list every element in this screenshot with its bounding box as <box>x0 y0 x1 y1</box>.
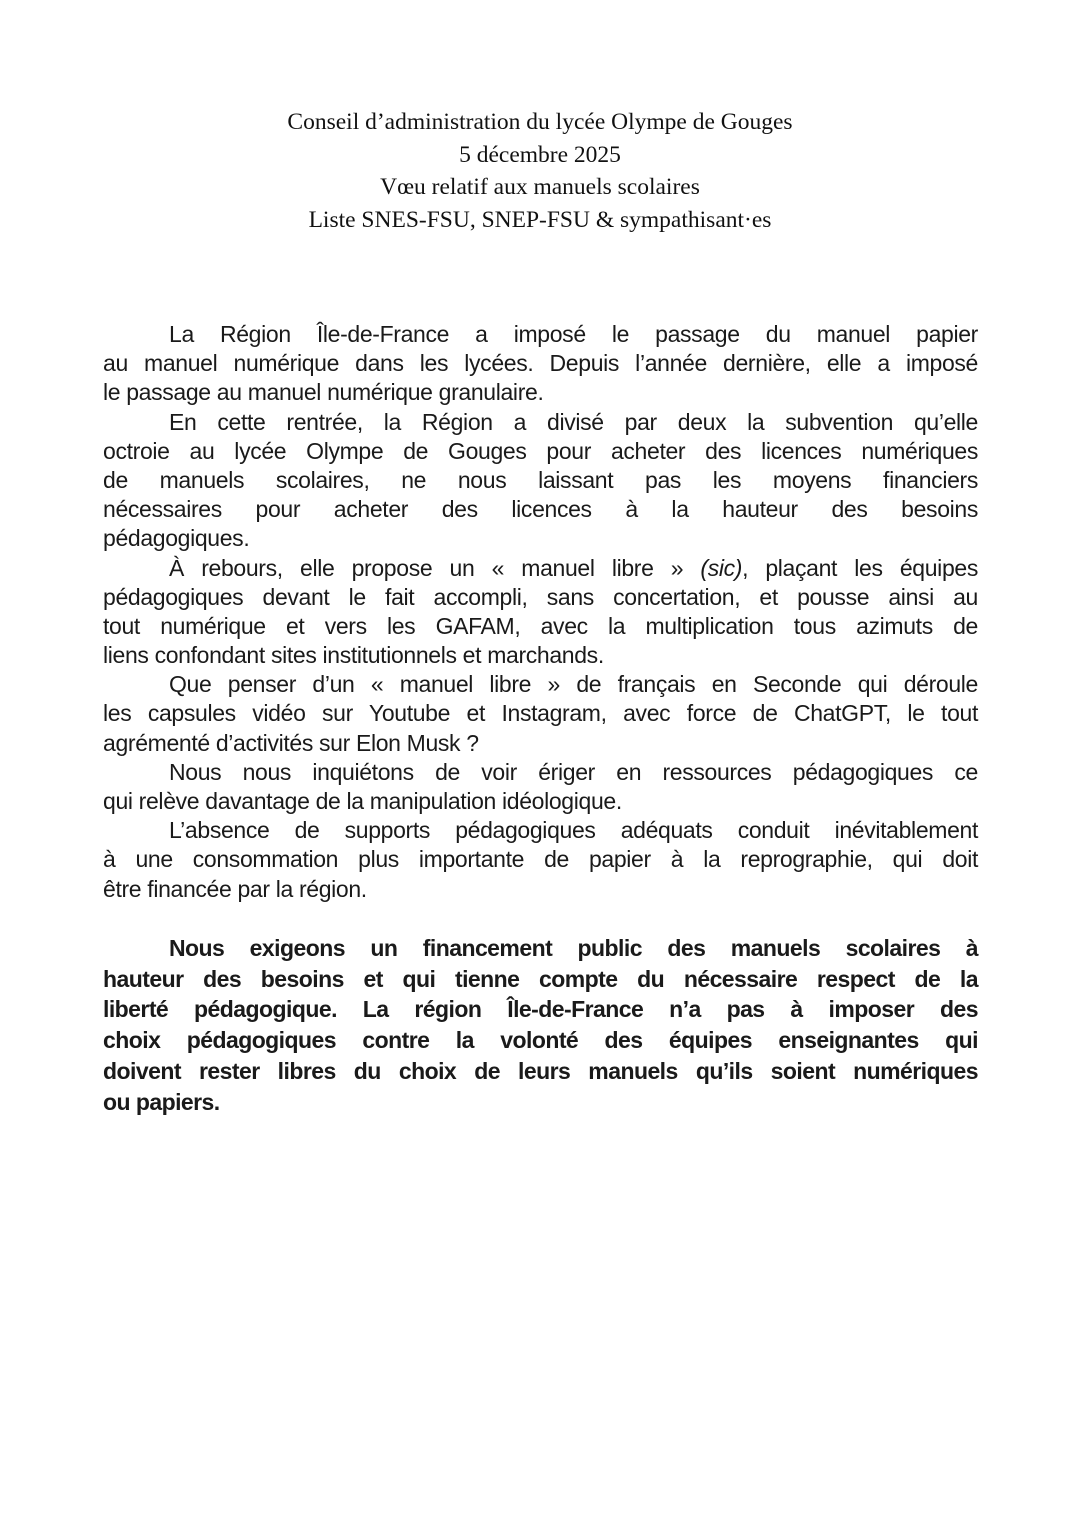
sic-annotation: (sic) <box>700 554 743 581</box>
text-line: liberté pédagogique. La région Île-de-France n’a pas à imposer des <box>103 996 978 1023</box>
document-header <box>0 106 1080 236</box>
paragraph-2 <box>103 408 978 554</box>
text-line: La Région Île-de-France a imposé le passage du manuel papier <box>169 321 978 347</box>
text-line: le passage au manuel numérique granulaire. <box>103 379 544 406</box>
text-line: tout numérique et vers les GAFAM, avec la multiplication tous azimuts de <box>103 612 978 639</box>
text-line <box>103 554 978 583</box>
paragraph-6 <box>103 816 978 904</box>
text-line: octroie au lycée Olympe de Gouges pour acheter des licences numériques <box>103 437 978 464</box>
text-line: choix pédagogiques contre la volonté des équipes enseignantes qui <box>103 1027 978 1054</box>
text-span: À rebours, elle propose un « manuel libre » <box>169 554 684 581</box>
text-line: hauteur des besoins et qui tienne compte du nécessaire respect de la <box>103 965 978 992</box>
text-line: à une consommation plus importante de papier à la reprographie, qui doit <box>103 846 978 873</box>
text-line: nécessaires pour acheter des licences à la hauteur des besoins <box>103 496 978 523</box>
text-line: Nous nous inquiétons de voir ériger en ressources pédagogiques ce <box>169 758 978 785</box>
paragraph-3 <box>103 554 978 671</box>
header-council-title: Conseil d’administration du lycée Olympe de Gouges <box>287 109 793 135</box>
text-line: pédagogiques devant le fait accompli, sans concertation, et pousse ainsi au <box>103 583 978 610</box>
paragraph-1 <box>103 320 978 408</box>
text-line: agrémenté d’activités sur Elon Musk ? <box>103 729 479 756</box>
demand-paragraph <box>103 933 978 1118</box>
text-line: au manuel numérique dans les lycées. Depuis l’année dernière, elle a imposé <box>103 350 978 377</box>
text-line: pédagogiques. <box>103 525 250 552</box>
document-body <box>103 320 978 1118</box>
text-line: En cette rentrée, la Région a divisé par deux la subvention qu’elle <box>169 408 978 435</box>
paragraph-spacer <box>103 904 978 933</box>
header-date: 5 décembre 2025 <box>459 141 621 168</box>
text-line: Nous exigeons un financement public des manuels scolaires à <box>169 934 978 961</box>
text-line: Que penser d’un « manuel libre » de français en Seconde qui déroule <box>169 671 978 698</box>
text-line: liens confondant sites institutionnels et marchands. <box>103 642 604 669</box>
header-subject: Vœu relatif aux manuels scolaires <box>380 174 700 200</box>
text-line: être financée par la région. <box>103 875 367 902</box>
text-line: L’absence de supports pédagogiques adéquats conduit inévitablement <box>169 817 978 844</box>
header-authors: Liste SNES-FSU, SNEP-FSU & sympathisant·es <box>308 206 772 233</box>
text-span: , plaçant les équipes <box>742 554 978 581</box>
text-line: de manuels scolaires, ne nous laissant pas les moyens financiers <box>103 466 978 493</box>
text-line: ou papiers. <box>103 1088 220 1115</box>
text-line: doivent rester libres du choix de leurs manuels qu’ils soient numériques <box>103 1057 978 1084</box>
paragraph-4 <box>103 670 978 758</box>
text-line: les capsules vidéo sur Youtube et Instagram, avec force de ChatGPT, le tout <box>103 700 978 727</box>
paragraph-5 <box>103 758 978 816</box>
text-line: qui relève davantage de la manipulation idéologique. <box>103 788 622 814</box>
